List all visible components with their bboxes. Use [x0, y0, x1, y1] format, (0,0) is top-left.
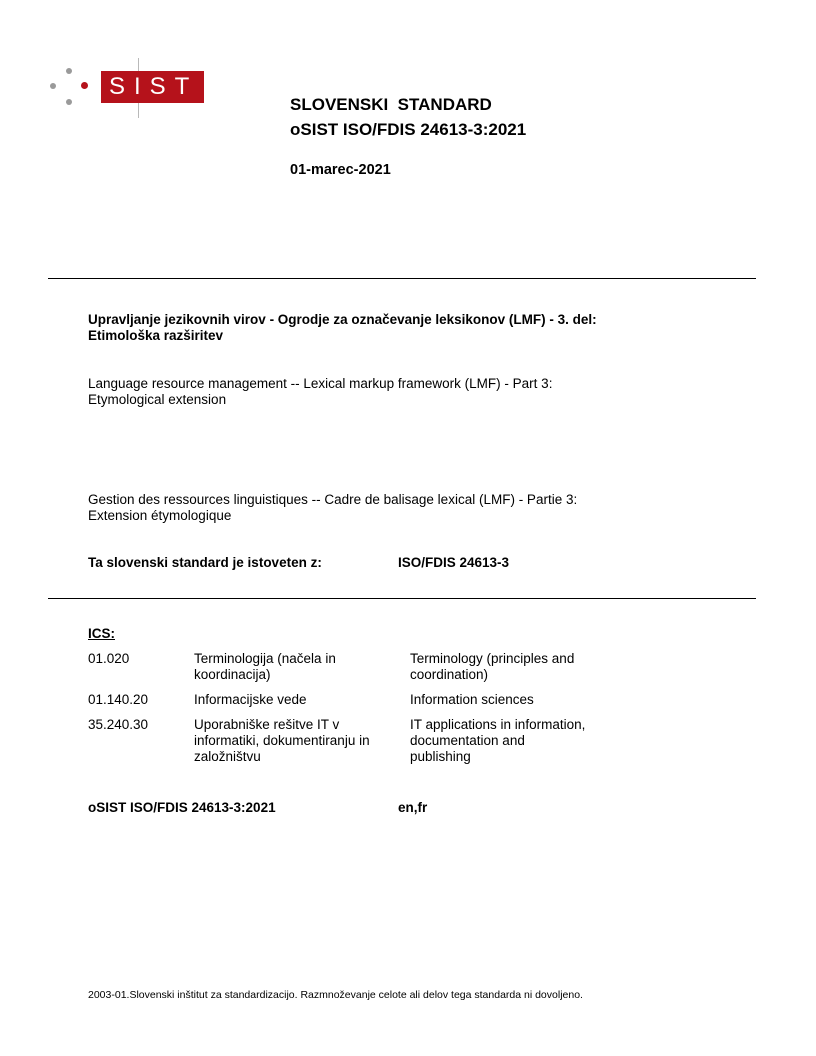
divider-bottom — [48, 598, 756, 599]
ics-slovenian-line: založništvu — [194, 749, 261, 764]
title-french-line: Gestion des ressources linguistiques -- Cadre de balisage lexical (LMF) - Partie 3: — [88, 492, 578, 507]
logo-dot-icon — [50, 83, 56, 89]
title-english-line: Language resource management -- Lexical markup framework (LMF) - Part 3: — [88, 376, 553, 391]
ics-slovenian: Informacijske vede — [194, 692, 307, 707]
ics-heading: ICS: — [88, 626, 115, 641]
title-slovenian-line: Etimološka razširitev — [88, 328, 224, 343]
publication-date: 01-marec-2021 — [290, 162, 391, 178]
ics-slovenian — [194, 717, 414, 765]
ics-english-line: Terminology (principles and — [410, 651, 575, 666]
logo-text: SIST — [101, 71, 204, 103]
ics-code: 35.240.30 — [88, 717, 149, 732]
ics-slovenian — [194, 651, 414, 683]
title-french-line: Extension étymologique — [88, 508, 232, 523]
ics-code: 01.020 — [88, 651, 130, 666]
ics-english — [410, 717, 640, 765]
ics-code: 01.140.20 — [88, 692, 149, 707]
title-english — [88, 376, 768, 408]
ics-english — [410, 651, 640, 683]
ics-english-line: documentation and — [410, 733, 525, 748]
logo-dot-icon — [66, 68, 72, 74]
ics-english: Information sciences — [410, 692, 534, 707]
title-slovenian-line: Upravljanje jezikovnih virov - Ogrodje za označevanje leksikonov (LMF) - 3. del: — [88, 312, 597, 327]
standard-type: SLOVENSKI STANDARD — [290, 95, 492, 114]
document-code: oSIST ISO/FDIS 24613-3:2021 — [88, 800, 276, 815]
ics-english-line: coordination) — [410, 667, 489, 682]
ics-slovenian-line: Terminologija (načela in — [194, 651, 336, 666]
ics-slovenian-line: Uporabniške rešitve IT v — [194, 717, 340, 732]
divider-top — [48, 278, 756, 279]
title-english-line: Etymological extension — [88, 392, 227, 407]
ics-slovenian-line: koordinacija) — [194, 667, 271, 682]
title-slovenian — [88, 312, 768, 344]
ics-slovenian-line: informatiki, dokumentiranju in — [194, 733, 370, 748]
ics-english-line: publishing — [410, 749, 471, 764]
copyright-footer: 2003-01.Slovenski inštitut za standardizacijo. Razmnoževanje celote ali delov tega standarda ni dovoljeno. — [88, 989, 583, 1001]
logo-red-dot-icon — [81, 82, 88, 89]
standard-code: oSIST ISO/FDIS 24613-3:2021 — [290, 120, 527, 139]
identity-label: Ta slovenski standard je istoveten z: — [88, 555, 322, 570]
logo-dot-icon — [66, 99, 72, 105]
identity-value: ISO/FDIS 24613-3 — [398, 555, 510, 570]
title-french — [88, 492, 768, 524]
ics-english-line: IT applications in information, — [410, 717, 586, 732]
document-languages: en,fr — [398, 800, 428, 815]
